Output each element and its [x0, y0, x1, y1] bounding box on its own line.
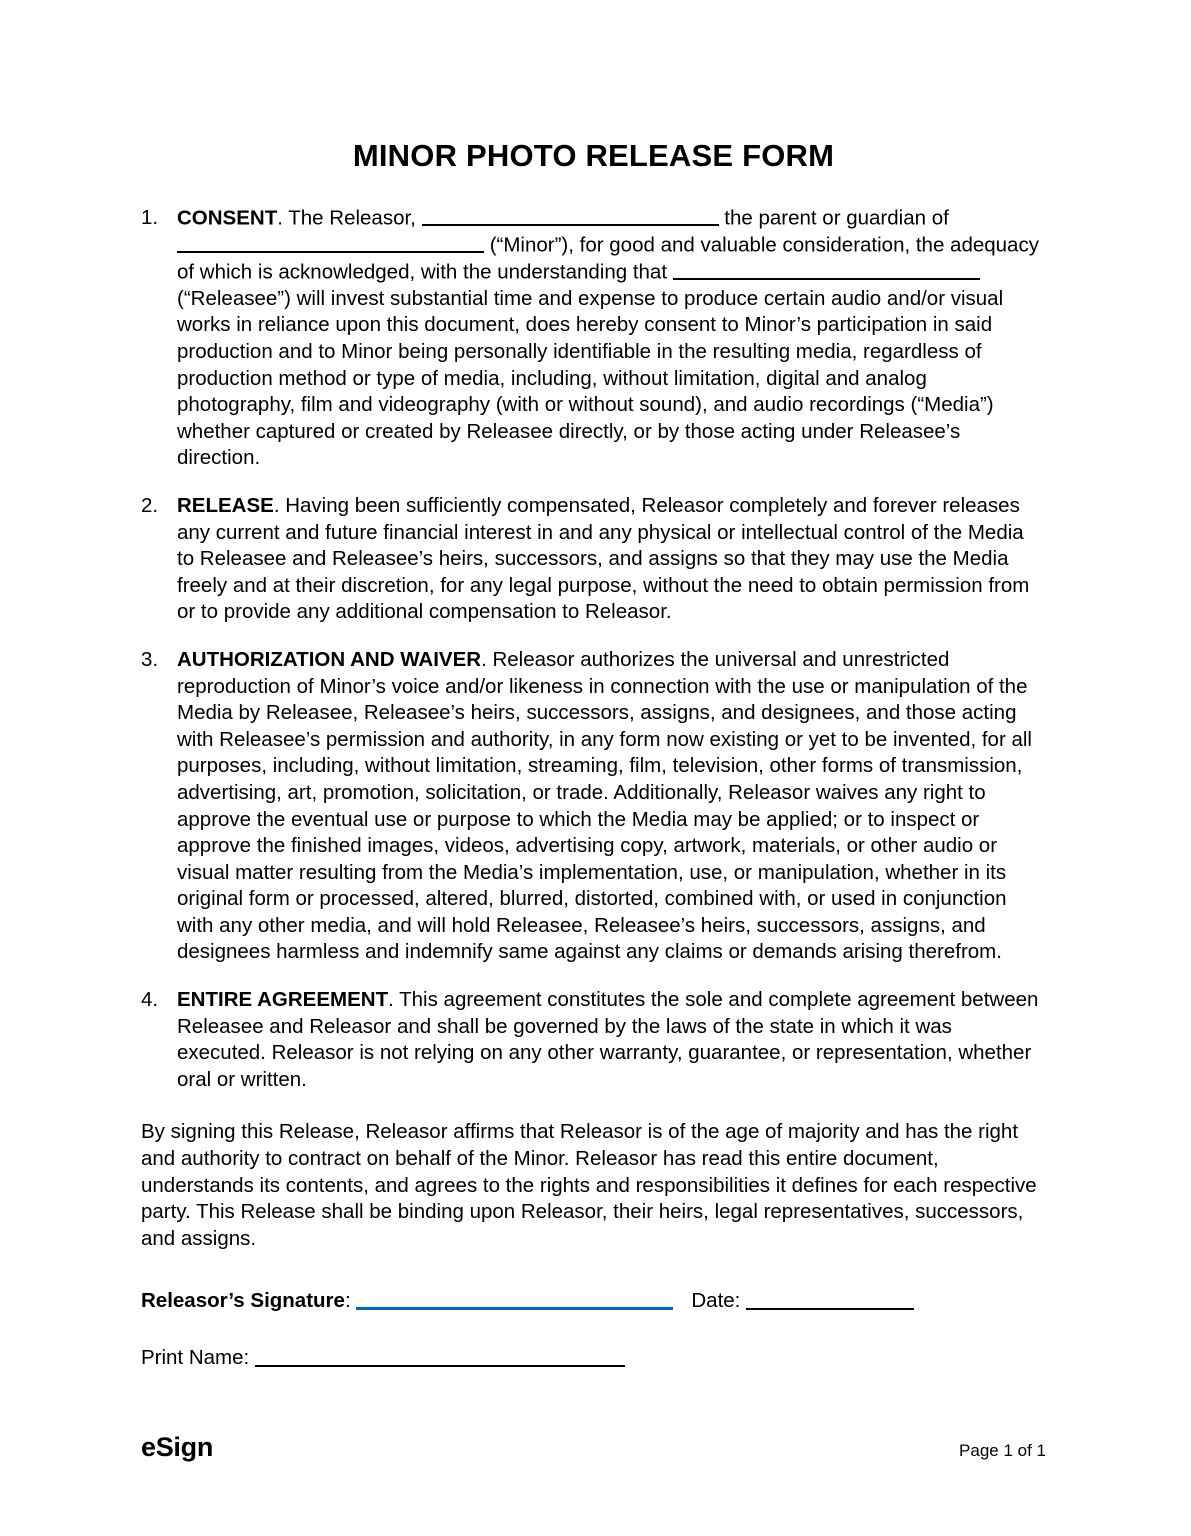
clause-heading: CONSENT: [177, 206, 278, 230]
date-label: Date:: [691, 1289, 741, 1313]
esign-logo: eSign: [141, 1432, 214, 1462]
blank-field-releasor-name[interactable]: [422, 205, 719, 226]
page-number: Page 1 of 1: [959, 1441, 1046, 1460]
clause-body: . Having been sufficiently compensated, Releasor completely and forever releases any current and future financial interest in and any physical or intellectual control of the Media to Releasee and Releasee’s heirs, successors, and assigns so that they may use the Media freely and at their discretion, for any legal purpose, without the need to obtain permission from or to provide any additional compensation to Releasor.: [177, 493, 1030, 624]
clause-body: . This agreement constitutes the sole and complete agreement between Releasee and Releasor and shall be governed by the laws of the state in which it was executed. Releasor is not relying on any other warranty, guarantee, or representation, whether oral or written.: [177, 988, 1039, 1091]
signature-colon: :: [344, 1289, 351, 1313]
clause-text-segment: (“Minor”), for good and valuable consideration, the adequacy of which is acknowledged, with the understanding that: [177, 233, 1039, 284]
clause-text-segment: . The Releasor,: [277, 206, 422, 230]
clause-list: [141, 205, 1046, 1094]
signature-block: [141, 1286, 1046, 1373]
print-name-label: Print Name:: [141, 1346, 250, 1370]
blank-field-minor-name[interactable]: [177, 232, 484, 253]
page-footer: [141, 1432, 1046, 1463]
clause-body: . Releasor authorizes the universal and unrestricted reproduction of Minor’s voice and/or likeness in connection with the use or manipulation of the Media by Releasee, Releasee’s heirs, successors, assigns, and designees, and those acting with Releasee’s permission and authority, in any form now existing or yet to be invented, for all purposes, including, without limitation, streaming, film, television, other forms of transmission, advertising, art, promotion, solicitation, or trade. Additionally, Releasor waives any right to approve the eventual use or purpose to which the Media may be applied; or to inspect or approve the finished images, videos, advertising copy, artwork, materials, or other audio or visual matter resulting from the Media’s implementation, use, or manipulation, whether in its original form or processed, altered, blurred, distorted, combined with, or used in conjunction with any other media, and will hold Releasee, Releasee’s heirs, successors, assigns, and designees harmless and indemnify same against any claims or demands arising therefrom.: [177, 647, 1032, 964]
clause-text-segment: the parent or guardian of: [718, 206, 949, 230]
clause-number: 1.: [141, 205, 159, 229]
clause-text-segment: (“Releasee”) will invest substantial time and expense to produce certain audio and/or visual works in reliance upon this document, does hereby consent to Minor’s participation in said production and to Minor being personally identifiable in the resulting media, regardless of production method or type of media, including, without limitation, digital and analog photography, film and videography (with or without sound), and audio recordings (“Media”) whether captured or created by Releasee directly, or by those acting under Releasee’s direction.: [177, 286, 1004, 470]
clause-heading: ENTIRE AGREEMENT: [177, 988, 389, 1012]
clause-authorization-and-waiver: [141, 647, 1046, 966]
signature-input-line[interactable]: [356, 1288, 673, 1310]
clause-number: 4.: [141, 988, 159, 1012]
blank-field-releasee-name[interactable]: [673, 259, 980, 280]
document-body: [141, 0, 1046, 1373]
clause-number: 2.: [141, 493, 159, 517]
signature-row: [141, 1286, 1046, 1316]
clause-heading: AUTHORIZATION AND WAIVER: [177, 647, 482, 671]
clause-consent: [141, 205, 1046, 472]
clause-entire-agreement: [141, 987, 1046, 1093]
date-input-line[interactable]: [746, 1289, 914, 1310]
print-name-input-line[interactable]: [255, 1346, 625, 1367]
clause-release: [141, 493, 1046, 626]
clause-number: 3.: [141, 647, 159, 671]
clause-heading: RELEASE: [177, 493, 274, 517]
print-name-row: [141, 1343, 1046, 1373]
signature-label: Releasor’s Signature: [141, 1289, 345, 1313]
page-title: MINOR PHOTO RELEASE FORM: [352, 138, 835, 173]
closing-paragraph: By signing this Release, Releasor affirms that Releasor is of the age of majority and has the right and authority to contract on behalf of the Minor. Releasor has read this entire document, understands its contents, and agrees to the rights and responsibilities it defines for each respective party. This Release shall be binding upon Releasor, their heirs, legal representatives, successors, and assigns.: [141, 1120, 1037, 1250]
